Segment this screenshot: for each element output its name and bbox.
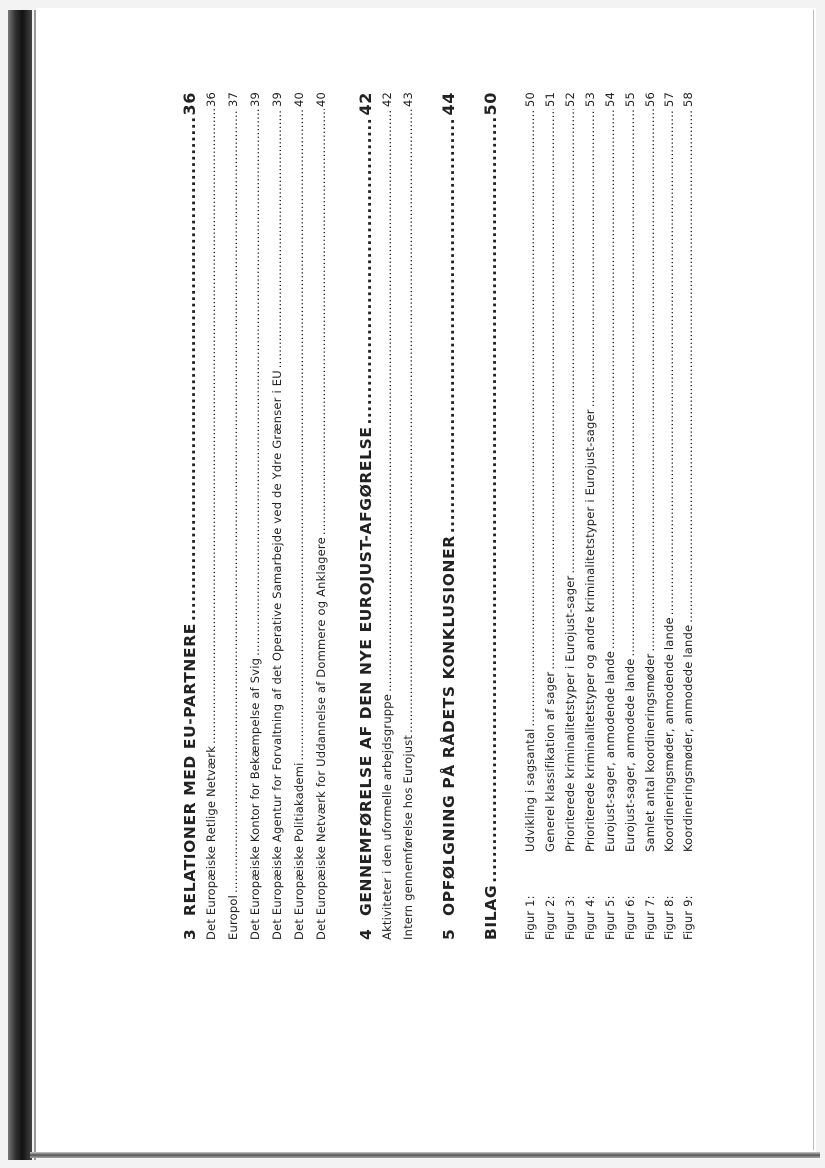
dot-leader — [270, 109, 284, 368]
figure-label: Figur 2: — [543, 895, 557, 940]
page-number: 56 — [643, 92, 657, 108]
section-title: OPFØLGNING PÅ RÅDETS KONKLUSIONER — [440, 535, 458, 916]
page-number: 40 — [314, 92, 328, 108]
page-number: 51 — [543, 92, 557, 108]
section-title: GENNEMFØRELSE AF DEN NYE EUROJUST-AFGØRELSE — [357, 426, 375, 916]
toc-figure-entry[interactable] — [523, 92, 537, 940]
figure-label: Figur 1: — [523, 895, 537, 940]
toc-entry[interactable] — [314, 92, 328, 940]
page-number: 40 — [292, 92, 306, 108]
dot-leader — [583, 109, 597, 407]
toc-figure-entry[interactable] — [662, 92, 676, 940]
toc-bilag[interactable] — [481, 92, 500, 940]
dot-leader — [482, 117, 500, 882]
table-of-contents — [180, 90, 700, 940]
page-number: 42 — [356, 92, 375, 116]
toc-entry[interactable] — [401, 92, 415, 940]
page-number: 55 — [623, 92, 637, 108]
page-number: 36 — [180, 92, 199, 116]
dot-leader — [603, 109, 617, 649]
page-number: 36 — [204, 92, 218, 108]
figure-title: Generel klassifikation af sager — [543, 671, 557, 852]
entry-label: Det Europæiske Agentur for Forvaltning af det Operative Samarbejde ved de Ydre Grænser i EU — [270, 370, 284, 940]
toc-entry[interactable] — [226, 92, 240, 940]
dot-leader — [380, 109, 394, 692]
section-title: BILAG — [482, 884, 500, 940]
figure-title: Prioriterede kriminalitetstyper i Eurojust-sager — [563, 575, 577, 852]
section-title: RELATIONER MED EU-PARTNERE — [181, 623, 199, 916]
scan-binding-edge — [8, 10, 32, 1160]
toc-entry[interactable] — [248, 92, 262, 940]
figure-label: Figur 7: — [643, 895, 657, 940]
page-number: 37 — [226, 92, 240, 108]
toc-section-4[interactable] — [356, 92, 375, 940]
figure-label: Figur 3: — [563, 895, 577, 940]
toc-figure-entry[interactable] — [681, 92, 695, 940]
dot-leader — [314, 109, 328, 535]
entry-label: Det Europæiske Kontor for Bekæmpelse af Svig — [248, 657, 262, 940]
dot-leader — [543, 109, 557, 670]
page-number: 53 — [583, 92, 597, 108]
dot-leader — [248, 109, 262, 656]
toc-section-5[interactable] — [439, 92, 458, 940]
figure-title: Eurojust-sager, anmodede lande — [623, 658, 637, 852]
entry-label: Intern gennemførelse hos Eurojust — [401, 734, 415, 940]
dot-leader — [662, 109, 676, 615]
toc-figure-entry[interactable] — [643, 92, 657, 940]
entry-label: Aktiviteter i den uformelle arbejdsgruppe — [380, 693, 394, 940]
page-number: 57 — [662, 92, 676, 108]
scan-bottom-edge — [30, 1152, 820, 1158]
dot-leader — [523, 109, 537, 726]
figure-title: Prioriterede kriminalitetstyper og andre kriminalitetstyper i Eurojust-sager — [583, 409, 597, 852]
dot-leader — [226, 109, 240, 893]
figure-title: Udvikling i sagsantal — [523, 728, 537, 852]
toc-entry[interactable] — [270, 92, 284, 940]
toc-figure-entry[interactable] — [563, 92, 577, 940]
dot-leader — [357, 117, 375, 424]
figure-title: Samlet antal koordineringsmøder — [643, 653, 657, 852]
dot-leader — [401, 109, 415, 733]
figure-label: Figur 8: — [662, 895, 676, 940]
section-number: 4 — [357, 928, 375, 940]
section-number: 3 — [181, 928, 199, 940]
figure-title: Eurojust-sager, anmodende lande — [603, 650, 617, 852]
toc-section-3[interactable] — [180, 92, 199, 940]
entry-label: Det Europæiske Politiakademi — [292, 762, 306, 940]
figure-label: Figur 6: — [623, 895, 637, 940]
dot-leader — [292, 109, 306, 760]
page-number: 50 — [481, 92, 500, 116]
figure-label: Figur 5: — [603, 895, 617, 940]
toc-figure-entry[interactable] — [603, 92, 617, 940]
section-number: 5 — [440, 928, 458, 940]
dot-leader — [643, 109, 657, 651]
toc-figure-entry[interactable] — [623, 92, 637, 940]
dot-leader — [563, 109, 577, 574]
figure-title: Koordineringsmøder, anmodende lande — [662, 617, 676, 852]
dot-leader — [181, 117, 199, 621]
figure-label: Figur 9: — [681, 895, 695, 940]
figure-label: Figur 4: — [583, 895, 597, 940]
page-number: 43 — [401, 92, 415, 108]
figure-title: Koordineringsmøder, anmodede lande — [681, 624, 695, 852]
toc-figure-entry[interactable] — [583, 92, 597, 940]
page-number: 42 — [380, 92, 394, 108]
entry-label: Det Europæiske Netværk for Uddannelse af Dommere og Anklagere — [314, 537, 328, 940]
page-number: 39 — [270, 92, 284, 108]
page-number: 52 — [563, 92, 577, 108]
dot-leader — [204, 109, 218, 744]
toc-figure-entry[interactable] — [543, 92, 557, 940]
dot-leader — [440, 117, 458, 533]
dot-leader — [681, 109, 695, 623]
entry-label: Europol — [226, 895, 240, 940]
toc-entry[interactable] — [204, 92, 218, 940]
entry-label: Det Europæiske Retlige Netværk — [204, 745, 218, 940]
page-number: 54 — [603, 92, 617, 108]
page-number: 39 — [248, 92, 262, 108]
page-right-edge — [813, 10, 814, 1150]
toc-entry[interactable] — [380, 92, 394, 940]
page-number: 50 — [523, 92, 537, 108]
dot-leader — [623, 109, 637, 656]
page-number: 44 — [439, 92, 458, 116]
page-number: 58 — [681, 92, 695, 108]
toc-entry[interactable] — [292, 92, 306, 940]
